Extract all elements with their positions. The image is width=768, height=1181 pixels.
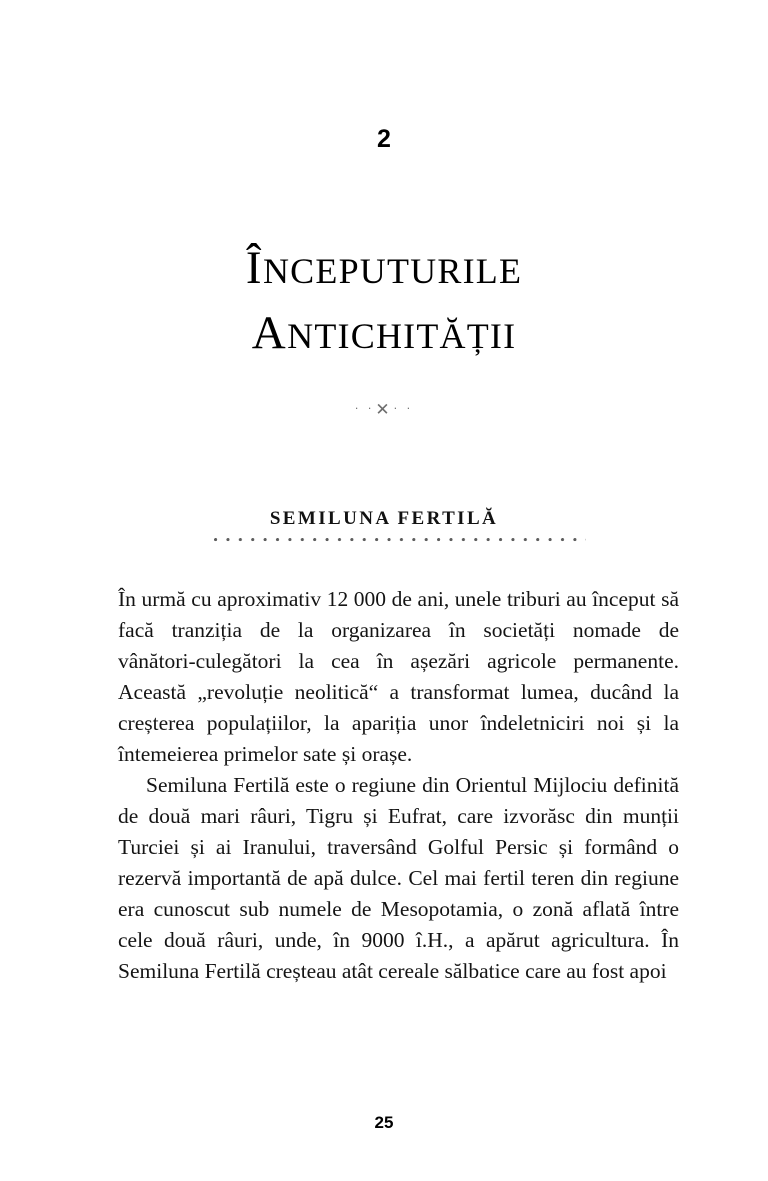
ornament-right-dots: · · bbox=[393, 402, 414, 415]
ornament-left-dots: · · bbox=[354, 402, 375, 415]
section-heading: SEMILUNA FERTILĂ bbox=[269, 507, 499, 529]
chapter-title-line-1-initial: Î bbox=[245, 242, 263, 295]
body-text bbox=[118, 584, 679, 987]
chapter-title-line-2-initial: A bbox=[251, 307, 288, 360]
chapter-title-line-2-rest: NTICHITĂȚII bbox=[287, 316, 517, 357]
paragraph-1: În urmă cu aproximativ 12 000 de ani, unele triburi au început să facă tranziția de la organizarea în societăți nomade de vânători‑culegători la cea în așezări agricole permanente. Această „revoluție neolitică“ a transformat lumea, ducând la creșterea populațiilor, la apariția unor îndeletniciri noi și la întemeierea primelor sate și orașe. bbox=[118, 587, 679, 766]
dotted-rule-divider bbox=[214, 538, 586, 544]
page-number: 25 bbox=[374, 1113, 394, 1132]
chapter-number: 2 bbox=[377, 125, 391, 153]
ornament-flower-icon: ✕ bbox=[375, 400, 393, 420]
paragraph-2: Semiluna Fertilă este o regiune din Orientul Mijlociu definită de două mari râuri, Tigru și Eufrat, care izvorăsc din munții Turciei și ai Iranului, traversând Golful Persic și formând o rezervă importantă de apă dulce. Cel mai fertil teren din regiune era cunoscut sub numele de Mesopotamia, o zonă aflată între cele două râuri, unde, în 9000 î.H., a apărut agricultura. În Semiluna Fertilă creșteau atât cereale sălbatice care au fost apoi bbox=[118, 773, 679, 983]
chapter-title-line-2 bbox=[0, 302, 768, 367]
chapter-title-line-1-rest: NCEPUTURILE bbox=[262, 251, 523, 292]
chapter-title bbox=[0, 237, 768, 367]
ornament-divider bbox=[0, 398, 768, 421]
chapter-title-line-1 bbox=[0, 237, 768, 302]
